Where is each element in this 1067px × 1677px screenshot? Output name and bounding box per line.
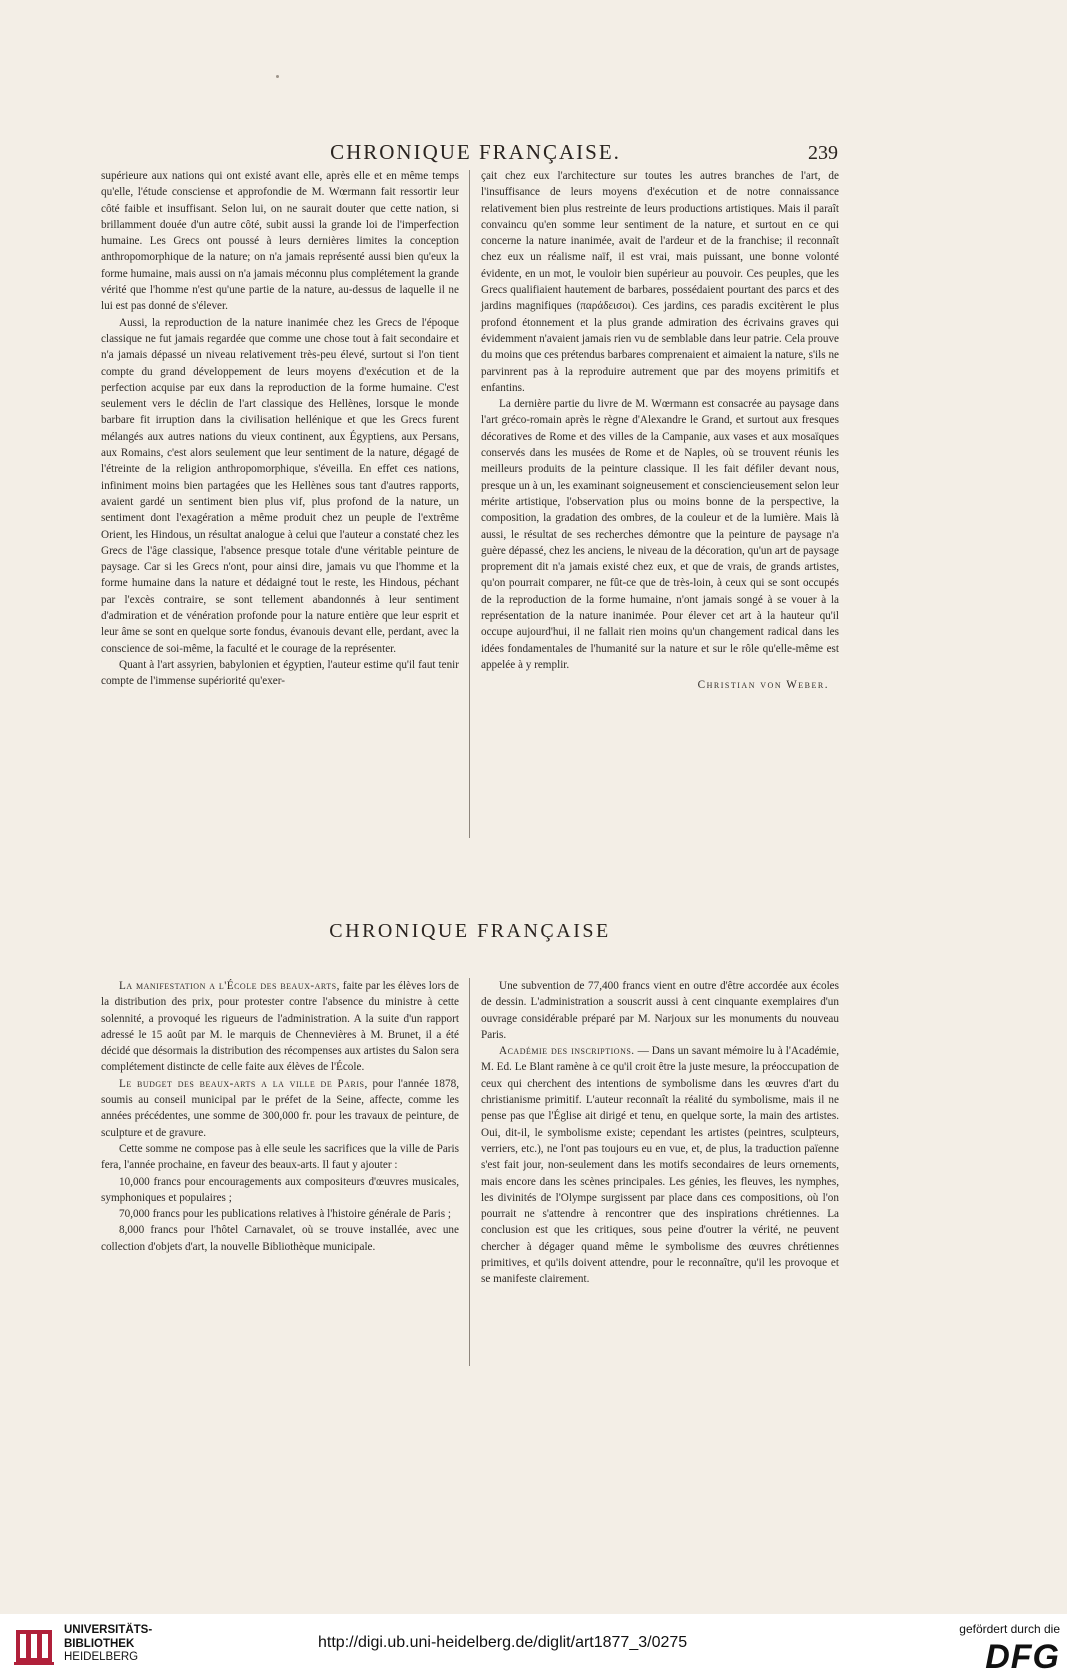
paragraph xyxy=(101,1076,459,1141)
article-column-left xyxy=(101,168,459,690)
paragraph: 8,000 francs pour l'hôtel Carnavalet, où se trouve installée, avec une collection d'objets d'art, la nouvelle Bibliothèque municipale. xyxy=(101,1224,459,1253)
paragraph: La dernière partie du livre de M. Wœrmann est consacrée au paysage dans l'art gréco-romain après le règne d'Alexandre le Grand, et surtout aux fresques décoratives de Rome et des villes de la Campanie, aux vases et aux mosaïques conservés dans les musées de Rome et de Naples, où se trouvent réunis les meilleurs produits de la peinture classique. Il les fait défiler devant nous, presque un à un, les examinant soigneusement et consciencieusement selon leur mérite artistique, l'observation plus ou moins bonne de la perspective, la composition, la gradation des ombres, de la couleur et de la lumière. Mais là aussi, le résultat de ses recherches démontre que la peinture de paysage n'a guère dépassé, chez les anciens, le niveau de la décoration, qu'un art de paysage proprement dit n'a jamais existé chez eux, et que de vrais, de grands artistes, qu'on pourrait comparer, ne fût-ce que de très-loin, à ceux qui se sont occupés de la reproduction de la forme humaine, n'ont jamais songé à se vouer à la représentation de la nature inanimée. Pour élever cet art à la hauteur qu'il occupe aujourd'hui, il ne fallait rien moins qu'un changement radical dans les idées fondamentales de l'humanité sur la nature et sur le rôle qu'elle-même est appelée à y remplir. xyxy=(481,398,839,671)
paragraph: supérieure aux nations qui ont existé avant elle, après elle et en même temps qu'elle, l'étude consciense et approfondie de M. Wœrmann fait ressortir leur côté faible et insuffisant. Selon lui, on ne saurait douter que cette nation, si brillamment douée d'un autre côté, subit aussi la grande loi de l'imperfection humaine. Les Grecs ont poussé à leurs dernières limites la conception anthropomorphique de la nature; on n'a jamais représenté aussi bien qu'eux la forme humaine, mais aussi on n'a jamais méconnu plus complétement la grande vérité que l'homme n'est qu'une partie de la nature, au-dessus de laquelle il ne lui est pas donné de s'élever. xyxy=(101,170,459,313)
library-name-line: BIBLIOTHEK xyxy=(64,1637,135,1650)
paragraph: çait chez eux l'architecture sur toutes les autres branches de l'art, de l'insuffisance de leurs moyens d'exécution et de notre connaissance relativement bien plus restreinte de leurs productions artistiques. Mais il paraît convaincu qu'en somme leur sentiment de la nature, et surtout en ce qui concerne la nature inanimée, avait de l'ardeur et de la franchise; il reconnaît chez eux un réalisme naïf, il est vrai, mais puissant, une bonne volonté évidente, en un mot, le vouloir bien supérieur au pouvoir. Ces peuples, que les Grecs qualifiaient hautement de barbares, possédaient pourtant des parcs et des jardins magnifiques (παράδεισοι). Ces jardins, ces paradis excitèrent le plus profond étonnement et la plus grande admiration des écrivains graves qui évidemment n'avaient jamais rien vu de semblable dans leur patrie. Cela prouve du moins que ces prétendus barbares comprenaient et aimaient la nature, s'ils ne parvinrent pas à la reproduire autrement que par des moyens primitifs et enfantins. xyxy=(481,170,839,394)
paragraph-lead: Académie des inscriptions. xyxy=(499,1045,635,1058)
chronicle-column-right xyxy=(481,978,839,1288)
paragraph-lead: La manifestation a l'École des beaux-arts, xyxy=(119,980,340,992)
library-name xyxy=(64,1624,152,1665)
paragraph xyxy=(481,1043,839,1287)
paragraph-text: — Dans un savant mémoire lu à l'Académie, M. Ed. Le Blant ramène à ce qu'il croit être la juste mesure, la préoccupation de ceux qui cherchent des intentions de symbolisme dans les œuvres d'art du christianisme primitif. L'auteur reconnaît la réalité du symbolisme, mais il ne pense pas que l'Église ait dirigé et tenu, en quelque sorte, la main des artistes. Oui, dit-il, le symbolisme existe; cependant les artistes (peintres, sculpteurs, verriers, etc.), ne l'ont pas toujours eu en vue, et, de plus, la traduction païenne s'est fait jour, non-seulement dans les motifs secondaires de leurs ornements, mais encore dans les scènes principales. Les génies, les fleuves, les nymphes, les divinités de l'Olympe surgissent par place dans ces compositions, où l'on pourrait ne s'attendre à rencontrer que des inspirations chrétiennes. La conclusion est que les critiques, sous peine d'outrer la vérité, ne peuvent chercher à dégager quand même le symbolisme des œuvres chrétiennes primitives, et qu'ils doivent attendre, pour le reconnaître, qu'il les provoque et se manifeste clairement. xyxy=(481,1045,839,1286)
column-divider xyxy=(469,170,470,838)
paragraph: 70,000 francs pour les publications relatives à l'histoire générale de Paris ; xyxy=(119,1208,451,1221)
paragraph-text: pour l'année 1878, soumis au conseil municipal par le préfet de la Seine, affecte, comme les années précédentes, une somme de 300,000 fr. pour les travaux de peinture, de sculpture et de gravure. xyxy=(101,1077,459,1139)
section-title: CHRONIQUE FRANÇAISE xyxy=(329,920,611,942)
paragraph xyxy=(101,978,459,1076)
column-divider xyxy=(469,978,470,1366)
paragraph: 10,000 francs pour encouragements aux compositeurs d'œuvres musicales, symphoniques et populaires ; xyxy=(101,1175,459,1204)
paragraph: Cette somme ne compose pas à elle seule les sacrifices que la ville de Paris fera, l'année prochaine, en faveur des beaux-arts. Il faut y ajouter : xyxy=(101,1142,459,1172)
paragraph-text: faite par les élèves lors de la distribution des prix, pour protester contre l'absence du ministre à cette solennité, a provoqué les rigueurs de l'administration. A la suite d'un rapport adressé le 15 août par M. le marquis de Chennevières à M. Brunet, il a été décidé que désormais la distribution des récompenses aux artistes du Salon sera complétement distincte de celle faite aux élèves de l'École. xyxy=(101,980,459,1074)
library-logo-icon xyxy=(10,1622,58,1670)
viewer-footer xyxy=(0,1614,1067,1676)
author-signature: Christian von Weber. xyxy=(697,679,829,692)
page-number: 239 xyxy=(808,142,838,164)
library-name-line: UNIVERSITÄTS- xyxy=(64,1624,153,1636)
ornament-dot xyxy=(276,75,279,78)
funding-note: gefördert durch die xyxy=(959,1622,1060,1636)
paragraph: Quant à l'art assyrien, babylonien et égyptien, l'auteur estime qu'il faut tenir compte de l'immense supériorité qu'exer- xyxy=(101,658,459,688)
paragraph-lead: Le budget des beaux-arts a la ville de Paris, xyxy=(119,1077,368,1090)
article-column-right xyxy=(481,168,839,694)
paragraph: Aussi, la reproduction de la nature inanimée chez les Grecs de l'époque classique ne fut jamais regardée que comme une chose tout à fait secondaire et n'a jamais dépassé un niveau relativement très-peu élevé, surtout si l'on tient compte du grand développement de leurs moyens d'exécution et de la perfection acquise par eux dans la reproduction de la forme humaine. C'est seulement vers le déclin de l'art classique des Hellènes, lorsque le monde barbare fit irruption dans la civilisation hellénique et que les Grecs furent mélangés aux autres nations du vieux continent, aux Égyptiens, aux Persans, aux Romains, c'est alors seulement que leur sentiment de la nature, dégagé de l'étreinte de la religion anthropomorphique, s'éveilla. En effet ces nations, infiniment moins bien partagées que les Hellènes sous tant d'autres rapports, avaient gardé un sentiment bien plus vif, plus profond de la nature, un sentiment dont l'exagération a même produit chez un peuple de l'extrême Orient, les Hindous, un résultat analogue à celui que l'auteur a constaté chez les Grecs de l'âge classique, l'absence presque totale d'une véritable peinture de paysage. Car si les Grecs n'ont, pour ainsi dire, jamais vu que l'homme et la forme humaine dans la nature et dédaigné tout le reste, les Hindous, péchant par l'excès contraire, se sont tellement abandonnés à leur sentiment d'admiration et de vénération profonde pour la nature entière que leur esprit et leur âme se sont en quelque sorte fondus, évanouis devant elle, perdant, avec la conscience de soi-même, la faculté et le courage de la représenter. xyxy=(101,316,459,655)
running-head: CHRONIQUE FRANÇAISE. xyxy=(330,140,621,164)
chronicle-column-left xyxy=(101,978,459,1255)
dfg-logo: DFG xyxy=(985,1638,1060,1676)
library-name-line: HEIDELBERG xyxy=(64,1651,139,1663)
paragraph: Une subvention de 77,400 francs vient en outre d'être accordée aux écoles de dessin. L'administration a souscrit aussi à cent cinquante exemplaires d'un ouvrage considérable préparé par M. Narjoux sur les monuments du nouveau Paris. xyxy=(481,980,839,1041)
permalink-url[interactable]: http://digi.ub.uni-heidelberg.de/diglit/art1877_3/0275 xyxy=(318,1634,688,1651)
